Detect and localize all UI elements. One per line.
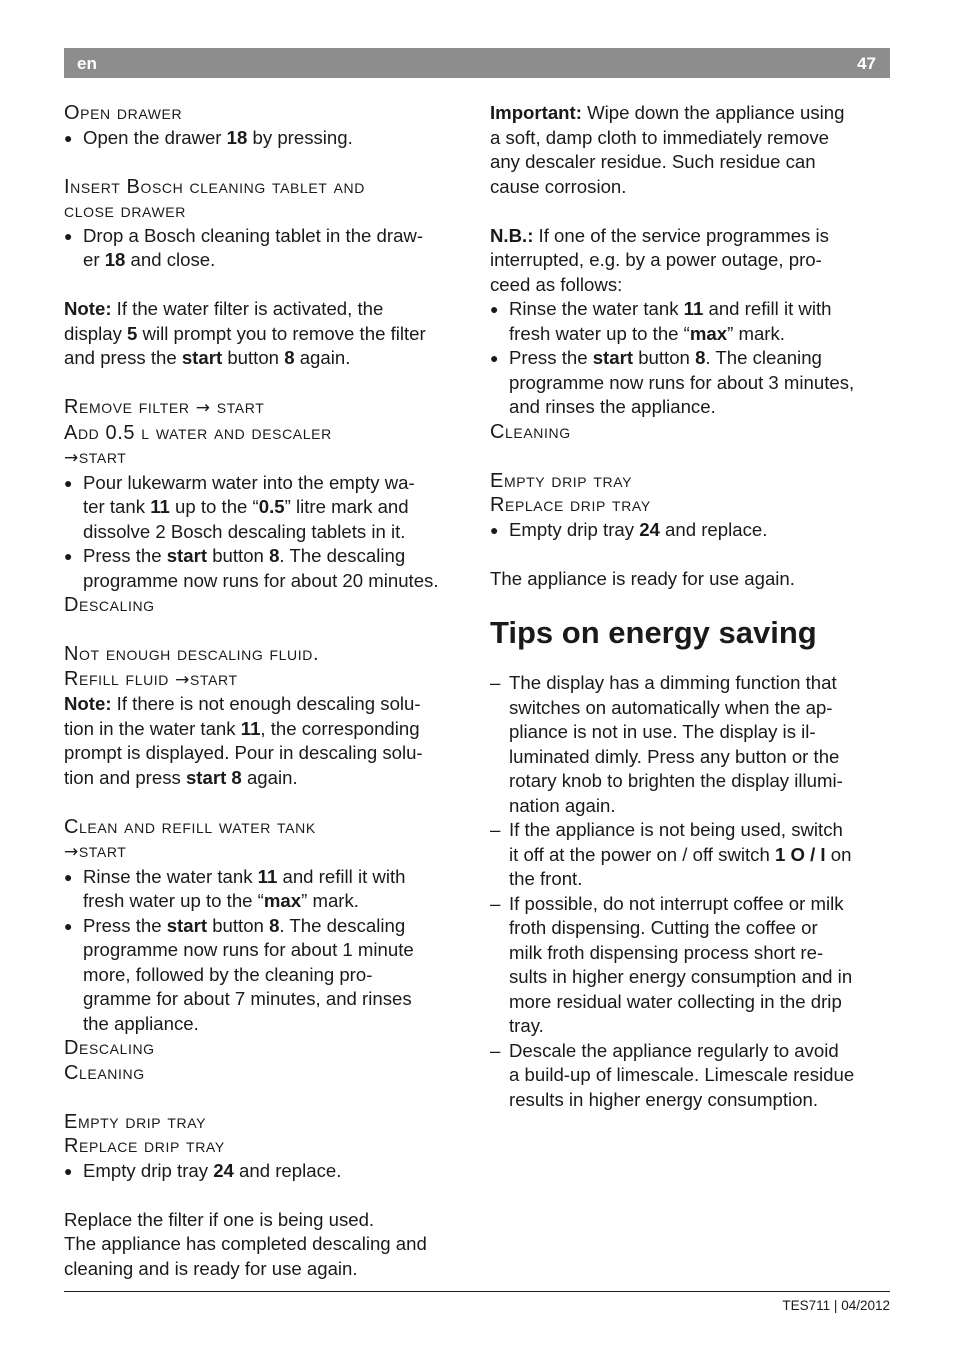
list-item: ● Pour lukewarm water into the empty wa- ter tank 11 up to the “0.5” litre mark and dissolve 2 Bosch descaling tablets in it. [64, 471, 464, 545]
heading-start: →start [64, 840, 127, 862]
note-paragraph: Note: If there is not enough descaling solu- tion in the water tank 11, the corresponding prompt is displayed. Pour in descaling solu- tion and press start 8 again. [64, 693, 423, 788]
heading-remove-filter: Remove filter → start [64, 396, 265, 418]
list-item: ● Drop a Bosch cleaning tablet in the draw- er 18 and close. [64, 224, 464, 273]
footer-divider [64, 1291, 890, 1292]
heading-descaling: Descaling [64, 1037, 155, 1059]
heading-start: →start [64, 446, 127, 468]
heading-refill-fluid: Refill fluid →start [64, 667, 238, 690]
list-item: ● Press the start button 8. The cleaning programme now runs for about 3 minutes, and rinses the appliance. [490, 346, 892, 420]
heading-not-enough: Not enough descaling fluid. [64, 643, 320, 665]
arrow-right-icon: → [175, 669, 191, 690]
heading-replace-drip: Replace drip tray [490, 494, 651, 516]
heading-descaling: Descaling [64, 594, 155, 616]
list-item: ● Empty drip tray 24 and replace. [490, 518, 892, 543]
list-item: ● Rinse the water tank 11 and refill it with fresh water up to the “max” mark. [64, 865, 464, 914]
heading-clean-refill: Clean and refill water tank [64, 815, 316, 838]
heading-cleaning: Cleaning [64, 1061, 145, 1084]
heading-empty-drip: Empty drip tray [490, 469, 633, 492]
paragraph: The appliance is ready for use again. [490, 567, 795, 589]
footer-model-date: TES711 | 04/2012 [782, 1298, 890, 1313]
section-title: Tips on energy saving [490, 615, 817, 650]
heading-replace-drip: Replace drip tray [64, 1135, 225, 1157]
important-paragraph: Important: Wipe down the appliance using a soft, damp cloth to immediately remove any descaler residue. Such residue can cause corrosion. [490, 102, 845, 197]
heading-insert-tablet: Insert Bosch cleaning tablet and close drawer [64, 175, 365, 222]
list-item: ● Empty drip tray 24 and replace. [64, 1159, 464, 1184]
arrow-right-icon: → [195, 398, 211, 418]
arrow-right-icon: → [64, 842, 79, 862]
heading-empty-drip: Empty drip tray [64, 1110, 207, 1133]
paragraph: Replace the filter if one is being used. [64, 1208, 375, 1230]
heading-cleaning: Cleaning [490, 420, 571, 443]
arrow-right-icon: → [64, 448, 79, 468]
language-code: en [77, 54, 97, 73]
list-item: – Descale the appliance regularly to avoid a build-up of limescale. Limescale residue results in higher energy consumption. [490, 1039, 892, 1113]
list-item: – The display has a dimming function that switches on automatically when the ap- pliance is not in use. The display is il- luminated dimly. Press any button or the rotary knob to brighten the display illumi- nation again. [490, 671, 892, 818]
list-item: ● Press the start button 8. The descaling programme now runs for about 20 minutes. [64, 544, 464, 593]
list-item: ● Press the start button 8. The descaling programme now runs for about 1 minute more, followed by the cleaning pro- gramme for about 7 minutes, and rinses the appliance. [64, 914, 464, 1037]
list-item: ● Rinse the water tank 11 and refill it with fresh water up to the “max” mark. [490, 297, 892, 346]
heading-open-drawer: Open drawer [64, 102, 183, 124]
page-header-bar [64, 48, 890, 78]
list-item: ● Open the drawer 18 by pressing. [64, 126, 464, 151]
right-column [490, 101, 892, 1112]
note-paragraph: Note: If the water filter is activated, the display 5 will prompt you to remove the filter and press the start button 8 again. [64, 298, 426, 368]
paragraph: The appliance has completed descaling and cleaning and is ready for use again. [64, 1233, 427, 1279]
list-item: – If the appliance is not being used, switch it off at the power on / off switch 1 O / I on the front. [490, 818, 892, 892]
list-item: – If possible, do not interrupt coffee or milk froth dispensing. Cutting the coffee or milk froth dispensing process short re- sults in higher energy consumption and in more residual water collecting in the drip tray. [490, 892, 892, 1039]
heading-add-water: Add 0.5 l water and descaler [64, 421, 332, 444]
nb-paragraph: N.B.: If one of the service programmes is interrupted, e.g. by a power outage, pro- ceed as follows: [490, 224, 829, 295]
left-column [64, 101, 464, 1281]
page-number: 47 [857, 54, 876, 73]
